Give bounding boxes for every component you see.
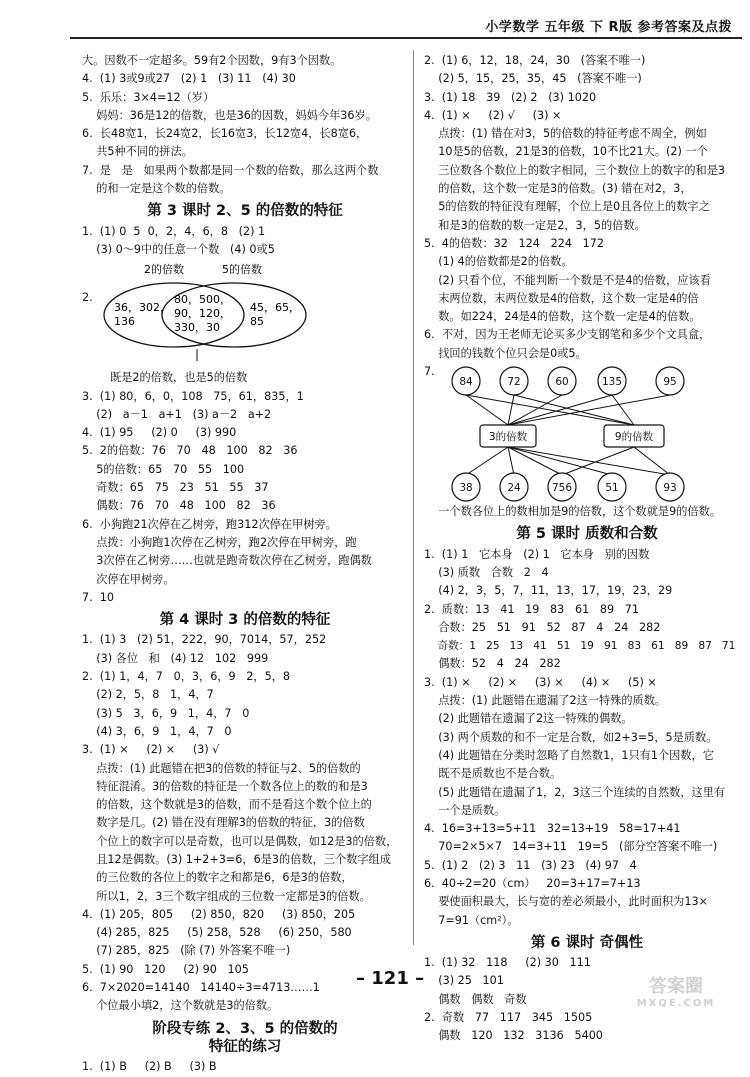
text-line: 6. 7×2020=14140 14140÷3=4713……1	[82, 981, 320, 995]
header-rule	[70, 37, 742, 39]
right-column	[424, 52, 750, 1046]
section-heading: 第 4 课时 3 的倍数的特征	[159, 612, 331, 629]
text-line: 2. (1) 6，12，18，24，30 (答案不唯一)	[424, 54, 646, 67]
venn-mid-text: 330，30	[174, 321, 220, 335]
text-line: 3次停在乙树旁……也就是跑奇数次停在乙树旁，跑偶数	[82, 554, 372, 568]
text-line: 5的倍数：65 70 55 100	[82, 462, 245, 476]
text-line: 个位最小填2，这个数就是3的倍数。	[82, 999, 279, 1013]
text-line: 2. (1) 1，4，7 0，3，6，9 2，5，8	[82, 670, 291, 684]
text-line: (3) 25 101	[424, 974, 504, 988]
text-line: 2. 奇数 77 117 345 1505	[424, 1011, 593, 1025]
watermark-logo	[612, 972, 740, 1008]
section-heading: 第 6 课时 奇偶性	[530, 934, 644, 951]
text-line: (2) a－1 a+1 (3) a－2 a+2	[82, 407, 272, 421]
section-heading: 特征的练习	[208, 1038, 282, 1055]
text-line: 1. (1) 32 118 (2) 30 111	[424, 956, 591, 970]
text-line: 6. 40÷2=20（cm） 20=3+17=7+13	[424, 876, 641, 890]
text-line: (3) 质数 合数 2 4	[424, 565, 549, 579]
text-line: (4) 285，825 (5) 258，528 (6) 250，580	[82, 926, 352, 940]
text-line: 偶数：52 4 24 282	[424, 657, 561, 671]
watermark-text: 答案圈	[649, 976, 703, 997]
venn-right-text: 45，65，	[250, 301, 300, 315]
ball-basket-diagram	[424, 363, 750, 503]
text-line: 7=91（cm²）。	[424, 913, 519, 927]
text-line: 和是3的倍数的数一定是2，3，5的倍数。	[424, 218, 646, 232]
text-line: 的和一定是这个数的倍数。	[82, 182, 231, 196]
text-line: 5. 乐乐：3×4=12（岁）	[82, 90, 215, 104]
basket-label: 3的倍数	[488, 431, 528, 444]
text-line: 4. (1) 3或9或27 (2) 1 (3) 11 (4) 30	[82, 72, 296, 86]
text-line: (3) 5 3，6，9 1，4，7 0	[82, 706, 250, 720]
text-line: (3) 两个质数的和不一定是合数，如2+3=5，5是质数。	[424, 730, 718, 744]
text-line: 6. 不对，因为王老师无论买多少支钢笔和多少个文具盒，	[424, 328, 711, 342]
page-header	[0, 0, 750, 44]
text-line: 7. 是 是 如果两个数都是同一个数的倍数，那么这两个数	[82, 163, 379, 177]
text-line: 5. (1) 2 (2) 3 11 (3) 23 (4) 97 4	[424, 858, 637, 872]
text-line: 1. (1) 1 它本身 (2) 1 它本身 别的因数	[424, 547, 650, 561]
basket-label: 9的倍数	[614, 431, 654, 444]
text-line: 偶数：76 70 48 100 82 36	[82, 499, 276, 513]
text-line: 5. (1) 90 120 (2) 90 105	[82, 962, 249, 976]
text-line: 三位数各个数位上的数字相同，三个数位上的数字的和是3	[424, 163, 726, 177]
text-line: 既不是质数也不是合数。	[424, 767, 562, 781]
text-line: 4. 16=3+13=5+11 32=13+19 58=17+41	[424, 822, 681, 836]
watermark-text: MXQE.COM	[636, 998, 716, 1009]
text-line: 大。因数不一定超多。59有2个因数，9有3个因数。	[82, 54, 342, 67]
text-line: 点拨：(1) 此题错在把3的倍数的特征与2、5的倍数的	[82, 761, 361, 775]
left-column	[82, 52, 408, 1077]
text-line: (4) 2，3，5，7，11，13，17，19，23，29	[424, 584, 673, 598]
text-line: 的三位数的各位上的数字之和都是6，6是3的倍数，	[82, 871, 353, 885]
text-line: (2) 2，5，8 1，4，7	[82, 688, 214, 702]
header-title: 小学数学 五年级 下 R版 参考答案及点拨	[485, 20, 732, 35]
venn-left-text: 136	[114, 315, 135, 329]
venn-svg	[82, 259, 408, 369]
text-line: 1. (1) 3 (2) 51，222，90，7014，57，252	[82, 633, 327, 647]
text-line: 的倍数，这个数一定是3的倍数。(3) 错在对2，3，	[424, 182, 692, 196]
ball-label: 93	[663, 482, 677, 495]
text-line: (7) 285，825 (除 (7) 外答案不唯一)	[82, 944, 291, 958]
text-line: 70=2×5×7 14=3+11 19=5 (部分空答案不唯一)	[424, 840, 718, 854]
text-line: (2) 5，15，25，35，45 (答案不唯一)	[424, 72, 642, 86]
text-line: 末两位数，末两位数是4的倍数，这个数一定是4的倍	[424, 291, 699, 305]
page-number: – 121 –	[356, 968, 425, 989]
text-line: 数。如224，24是4的倍数，这个数一定是4的倍数。	[424, 310, 701, 324]
text-line: 一个是质数。	[424, 803, 506, 817]
text-line: 5. 2的倍数：76 70 48 100 82 36	[82, 444, 298, 458]
text-line: 次停在甲树旁。	[82, 572, 175, 586]
text-line: 共5种不同的拼法。	[82, 145, 193, 159]
text-line: 3. (1) × (2) × (3) × (4) × (5) ×	[424, 675, 657, 689]
text-line: 点拨：(1) 此题错在遗漏了2这一特殊的质数。	[424, 694, 667, 708]
text-line: (4) 此题错在分类时忽略了自然数1，1只有1个因数，它	[424, 748, 714, 762]
text-line: 10是5的倍数，21是3的倍数，10不比21大。(2) 一个	[424, 145, 708, 159]
text-line: 1. (1) 0 5 0，2，4，6，8 (2) 1	[82, 224, 266, 238]
ball-diagram-svg	[424, 363, 750, 503]
text-line: 找回的钱数个位只会是0或5。	[424, 346, 587, 360]
text-line: 奇数：65 75 23 51 55 37	[82, 481, 269, 495]
venn-label-5: 5的倍数	[222, 263, 262, 277]
text-line: 6. 小狗跑21次停在乙树旁，跑312次停在甲树旁。	[82, 517, 337, 531]
text-line: (4) 3，6，9 1，4，7 0	[82, 724, 232, 738]
text-line: 点拨：(1) 错在对3，5的倍数的特征考虑不周全，例如	[424, 127, 707, 141]
text-line: 5. 4的倍数：32 124 224 172	[424, 236, 604, 250]
text-line: 所以1，2，3三个数字组成的三位数一定都是3的倍数。	[82, 889, 371, 903]
text-line: (3) 0～9中的任意一个数 (4) 0或5	[82, 242, 275, 256]
text-line: 要使面积最大，长与宽的差必须最小，此时面积为13×	[424, 895, 708, 909]
text-line: 4. (1) × (2) √ (3) ×	[424, 108, 562, 122]
text-line: 3. (1) 80，6，0，108 75，61，835，1	[82, 389, 304, 403]
text-line: 妈妈：36是12的倍数，也是36的因数，妈妈今年36岁。	[82, 108, 377, 122]
text-line: 2.	[82, 291, 93, 305]
text-line: 点拨：小狗跑1次停在乙树旁，跑2次停在甲树旁，跑	[82, 535, 357, 549]
venn-left-text: 36，302，	[114, 301, 171, 315]
section-heading: 阶段专练 2、3、5 的倍数的	[152, 1020, 338, 1037]
text-line: (5) 此题错在遗漏了1，2，3这三个连续的自然数，这里有	[424, 785, 726, 799]
text-line: 偶数 偶数 奇数	[424, 992, 527, 1006]
text-line: 个位上的数字可以是奇数，也可以是偶数，如12是3的倍数，	[82, 834, 398, 848]
text-line: 3. (1) × (2) × (3) √	[82, 743, 220, 757]
section-heading: 第 5 课时 质数和合数	[516, 526, 658, 543]
text-line: 1. (1) B (2) B (3) B	[82, 1060, 217, 1074]
text-line: 7. 10	[82, 590, 115, 604]
section-heading: 第 3 课时 2、5 的倍数的特征	[147, 203, 343, 220]
venn-mid-text: 80，500，	[174, 293, 231, 307]
ball-label: 60	[555, 376, 569, 389]
text-line: (1) 4的倍数都是2的倍数。	[424, 255, 573, 269]
ball-label: 135	[601, 376, 623, 389]
text-line: 偶数 120 132 3136 5400	[424, 1029, 603, 1043]
text-line: 合数：25 51 91 52 87 4 24 282	[424, 620, 661, 634]
ball-label: 24	[507, 482, 521, 495]
venn-diagram	[82, 259, 408, 369]
text-line: 的倍数，这个数就是3的倍数，而不是看这个数个位上的	[82, 798, 372, 812]
text-line: 奇数：1 25 13 41 51 19 91 83 61 89 87 71	[424, 640, 736, 653]
text-line: 2. 质数：13 41 19 83 61 89 71	[424, 602, 640, 616]
venn-right-text: 85	[250, 315, 264, 329]
ball-label: 95	[663, 376, 677, 389]
text-line: 数字是几。(2) 错在没有理解3的倍数的特征，3的倍数	[82, 816, 365, 830]
ball-label: 72	[507, 376, 521, 389]
text-line: 4. (1) 205，805 (2) 850，820 (3) 850，205	[82, 907, 356, 921]
text-line: 7.	[424, 365, 435, 379]
column-divider	[413, 50, 414, 945]
text-line: 特征混淆。3的倍数的特征是一个数各位上的数的和是3	[82, 779, 368, 793]
text-line: 且12是偶数。(3) 1+2+3=6，6是3的倍数，三个数字组成	[82, 852, 391, 866]
venn-label-2: 2的倍数	[144, 263, 184, 277]
text-line: 3. (1) 18 39 (2) 2 (3) 1020	[424, 90, 597, 104]
ball-label: 756	[551, 482, 573, 495]
text-line: 4. (1) 95 (2) 0 (3) 990	[82, 426, 237, 440]
ball-label: 51	[605, 482, 619, 495]
text-line: 5的倍数的特征没有理解，个位上是0且各位上的数字之	[424, 200, 710, 214]
text-line: (2) 此题错在遗漏了2这一特殊的偶数。	[424, 712, 633, 726]
venn-mid-text: 90，120，	[174, 307, 231, 321]
ball-label: 84	[459, 376, 473, 389]
text-line: 一个数各位上的数相加是9的倍数，这个数就是9的倍数。	[424, 505, 721, 519]
text-line: 6. 长48宽1，长24宽2，长16宽3，长12宽4，长8宽6，	[82, 127, 368, 141]
ball-label: 38	[459, 482, 473, 495]
venn-caption: 既是2的倍数，也是5的倍数	[110, 371, 248, 385]
text-line: (3) 各位 和 (4) 12 102 999	[82, 651, 269, 665]
text-line: (2) 只看个位，不能判断一个数是不是4的倍数，应该看	[424, 273, 711, 287]
